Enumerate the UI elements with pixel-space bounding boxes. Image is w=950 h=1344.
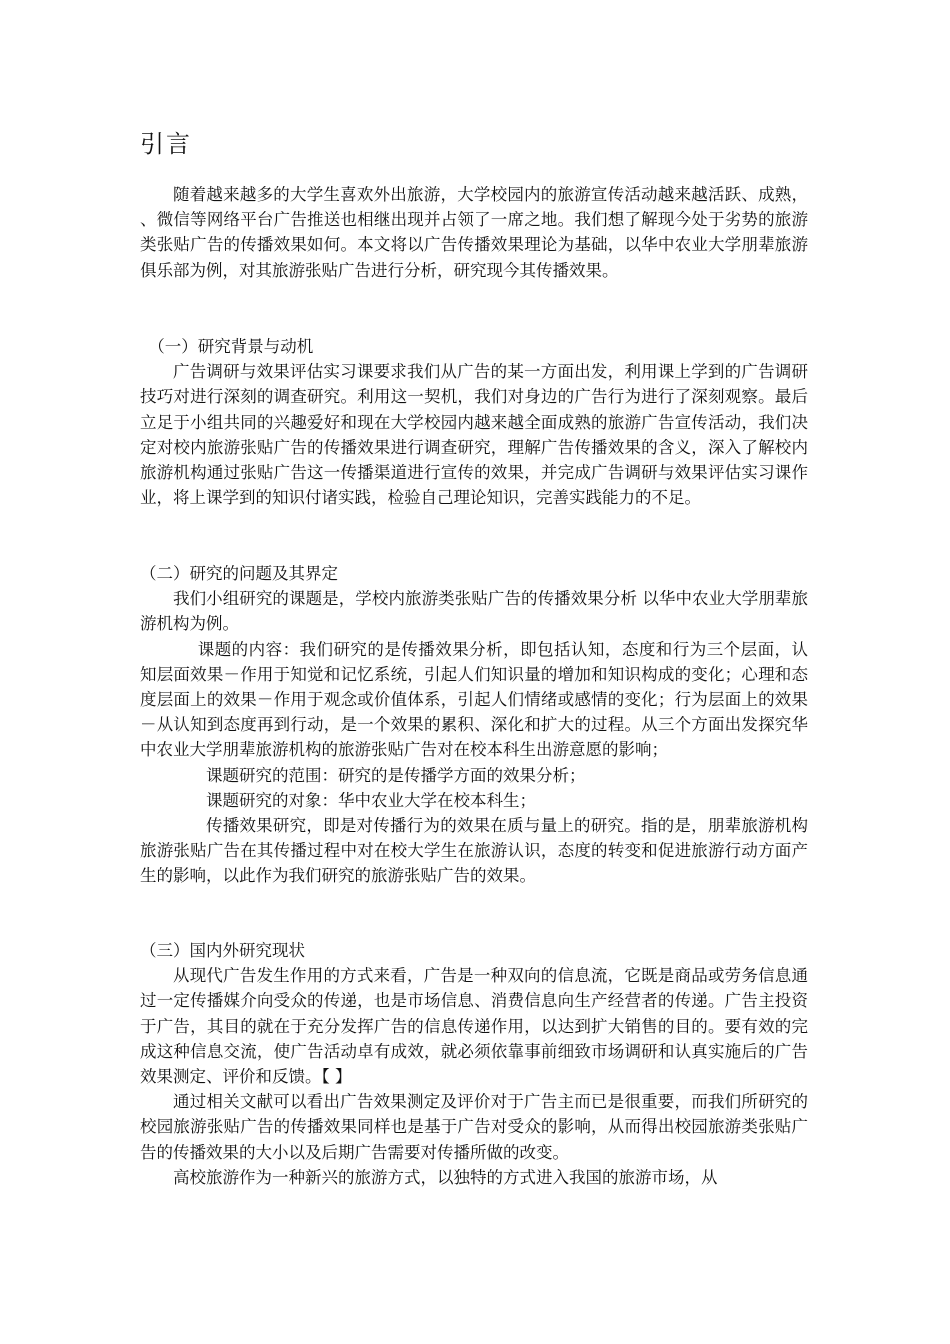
section-1-heading: （一）研究背景与动机 [148,337,314,356]
intro-section [140,182,808,283]
section-2-object: 课题研究的对象：华中农业大学在校本科生； [206,790,536,810]
section-3-paragraph-3: 高校旅游作为一种新兴的旅游方式，以独特的方式进入我国的旅游市场，从 [173,1167,718,1187]
section-3-heading: （三）国内外研究现状 [140,941,305,960]
section-3 [140,938,808,1190]
intro-paragraph: 随着越来越多的大学生喜欢外出旅游，大学校园内的旅游宣传活动越来越活跃、成熟， 、微信等网络平台广告推送也相继出现并占领了一席之地。我们想了解现今处于劣势的旅游类张贴广告的传播效果如何。本文将以广告传播效果理论为基础，以华中农业大学朋辈旅游俱乐部为例，对其旅游张贴广告进行分析，研究现今其传播效果。 [140,185,808,280]
section-2-paragraph-1: 我们小组研究的课题是，学校内旅游类张贴广告的传播效果分析 以华中农业大学朋辈旅游机构为例。 [140,589,808,634]
section-2-paragraph-2: 课题的内容：我们研究的是传播效果分析，即包括认知，态度和行为三个层面，认知层面效果－作用于知觉和记忆系统，引起人们知识量的增加和知识构成的变化；心理和态度层面上的效果－作用于观念或价值体系，引起人们情绪或感情的变化；行为层面上的效果－从认知到态度再到行动，是一个效果的累积、深化和扩大的过程。从三个方面出发探究华中农业大学朋辈旅游机构的旅游张贴广告对在校本科生出游意愿的影响； [140,639,808,760]
section-2-paragraph-3: 传播效果研究，即是对传播行为的效果在质与量上的研究。指的是，朋辈旅游机构旅游张贴广告在其传播过程中对在校大学生在旅游认识，态度的转变和促进旅游行动方面产生的影响，以此作为我们研究的旅游张贴广告的效果。 [140,816,808,886]
section-3-paragraph-1: 从现代广告发生作用的方式来看，广告是一种双向的信息流，它既是商品或劳务信息通过一定传播媒介向受众的传递，也是市场信息、消费信息向生产经营者的传递。广告主投资于广告，其目的就在于充分发挥广告的信息传递作用，以达到扩大销售的目的。要有效的完成这种信息交流，使广告活动卓有成效，就必须依靠事前细致市场调研和认真实施后的广告效果测定、评价和反馈。【 】 [140,966,808,1087]
page-title: 引言 [140,130,192,158]
section-1-paragraph: 广告调研与效果评估实习课要求我们从广告的某一方面出发，利用课上学到的广告调研技巧对进行深刻的调查研究。利用这一契机，我们对身边的广告行为进行了深刻观察。最后立足于小组共同的兴趣爱好和现在大学校园内越来越全面成熟的旅游广告宣传活动，我们决定对校内旅游张贴广告的传播效果进行调查研究，理解广告传播效果的含义，深入了解校内旅游机构通过张贴广告这一传播渠道进行宣传的效果，并完成广告调研与效果评估实习课作业，将上课学到的知识付诸实践，检验自己理论知识，完善实践能力的不足。 [140,362,808,508]
section-3-paragraph-2: 通过相关文献可以看出广告效果测定及评价对于广告主而已是很重要，而我们所研究的校园旅游张贴广告的传播效果同样也是基于广告对受众的影响，从而得出校园旅游类张贴广告的传播效果的大小以及后期广告需要对传播所做的改变。 [140,1092,808,1162]
section-2-heading: （二）研究的问题及其界定 [140,564,338,583]
section-2 [140,561,808,889]
section-1 [140,334,808,510]
section-2-scope: 课题研究的范围：研究的是传播学方面的效果分析； [206,765,586,785]
